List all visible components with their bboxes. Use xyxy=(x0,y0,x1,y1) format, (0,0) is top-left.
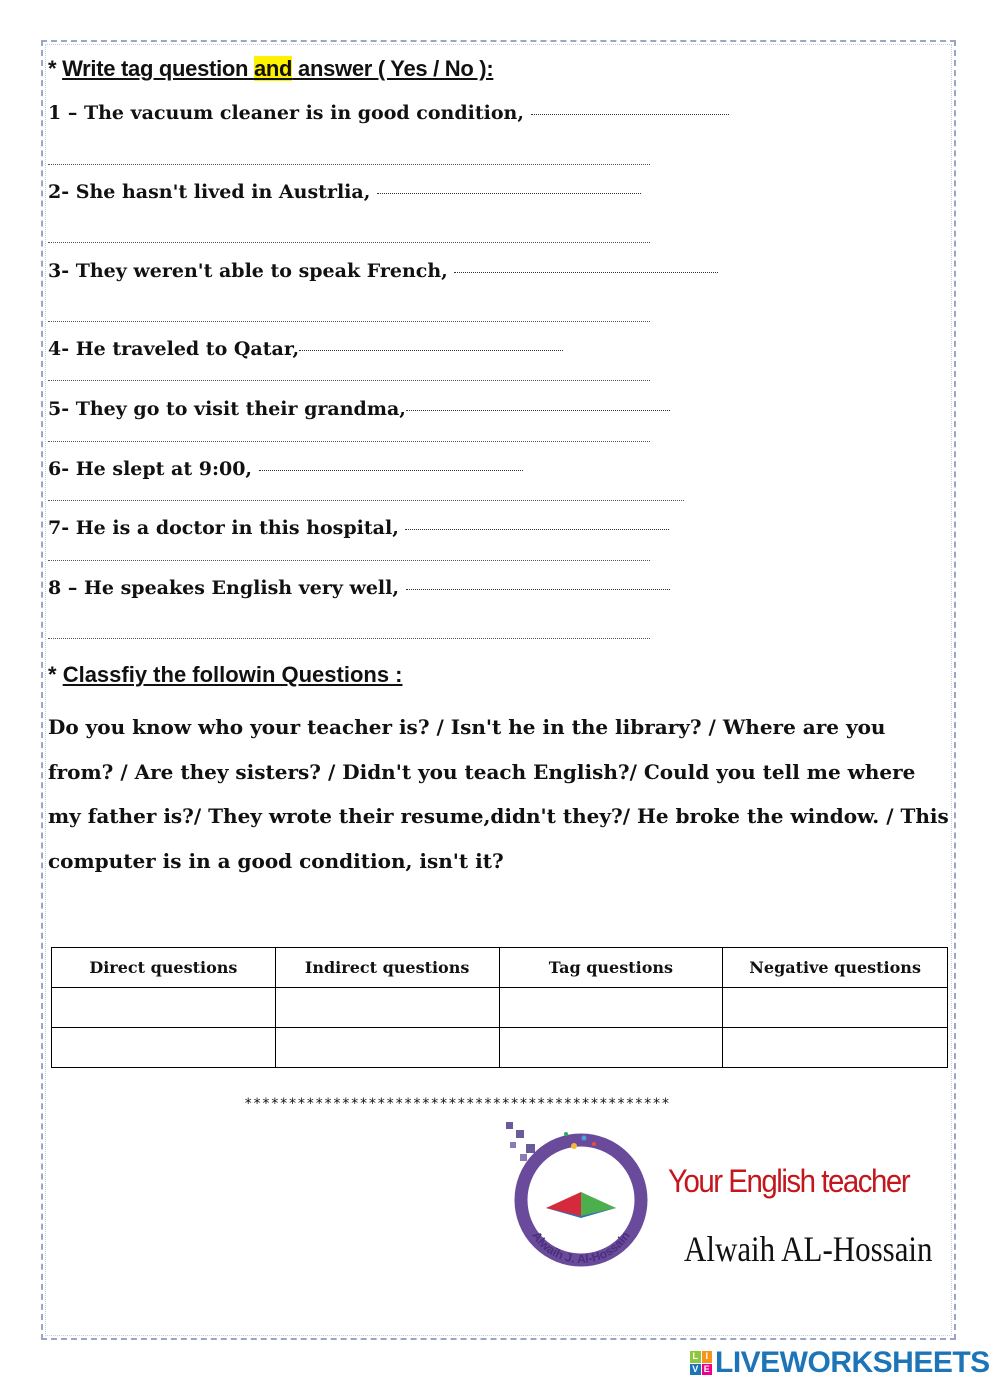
tag-answer-blank[interactable] xyxy=(531,113,729,115)
sparkle-icon xyxy=(564,1132,568,1136)
question-8 xyxy=(48,577,670,599)
liveworksheets-logo-icon xyxy=(690,1351,712,1375)
question-text: 3- They weren't able to speak French, xyxy=(48,260,448,282)
logo-pixel xyxy=(516,1130,524,1138)
question-6 xyxy=(48,458,523,480)
question-text: 6- He slept at 9:00, xyxy=(48,458,253,480)
heading-text: Classfiy the followin Questions : xyxy=(62,662,403,687)
answer-cell[interactable] xyxy=(52,988,276,1028)
question-7 xyxy=(48,517,669,539)
answer-cell[interactable] xyxy=(275,988,499,1028)
question-text: 8 – He speakes English very well, xyxy=(48,577,399,599)
tag-answer-blank[interactable] xyxy=(377,192,641,194)
logo-pixel xyxy=(510,1142,516,1148)
heading-highlight: and xyxy=(253,56,293,81)
logo-letter: I xyxy=(702,1351,713,1363)
question-3 xyxy=(48,260,718,282)
heading-part-1: Write tag question xyxy=(62,56,254,81)
question-text: 1 – The vacuum cleaner is in good condition, xyxy=(48,102,524,124)
logo-letter: L xyxy=(690,1351,701,1363)
header-direct: Direct questions xyxy=(52,948,276,988)
table-row xyxy=(52,1028,948,1068)
tag-answer-blank[interactable] xyxy=(406,588,670,590)
teacher-name: Alwaih AL-Hossain xyxy=(684,1229,933,1269)
header-indirect: Indirect questions xyxy=(275,948,499,988)
header-negative: Negative questions xyxy=(723,948,948,988)
question-4 xyxy=(48,338,563,360)
header-tag: Tag questions xyxy=(499,948,723,988)
answer-cell[interactable] xyxy=(499,1028,723,1068)
answer-line[interactable] xyxy=(48,380,650,381)
logo-pixel xyxy=(506,1122,513,1129)
tag-question-heading xyxy=(48,56,493,82)
answer-line[interactable] xyxy=(48,242,650,243)
teacher-logo xyxy=(506,1120,656,1270)
question-text: 7- He is a doctor in this hospital, xyxy=(48,517,399,539)
answer-line[interactable] xyxy=(48,321,650,322)
teacher-title: Your English teacher xyxy=(668,1163,910,1199)
heading-part-2: answer ( Yes / No ): xyxy=(292,56,494,81)
tag-answer-blank[interactable] xyxy=(406,409,670,411)
page-border-inner xyxy=(45,44,952,1336)
classification-table xyxy=(51,947,948,1068)
sparkle-icon xyxy=(571,1143,577,1149)
logo-arc-label: Alwaih J. Al-Hossain xyxy=(529,1228,633,1267)
answer-line[interactable] xyxy=(48,441,650,442)
heading-star: * xyxy=(48,662,63,687)
tag-answer-blank[interactable] xyxy=(454,271,718,273)
logo-letter: E xyxy=(702,1364,713,1376)
logo-pixel xyxy=(526,1144,535,1153)
star-divider: ************************************************ xyxy=(244,1096,671,1112)
heading-star: * xyxy=(48,56,63,81)
tag-answer-blank[interactable] xyxy=(299,349,563,351)
question-text: 2- She hasn't lived in Austrlia, xyxy=(48,181,371,203)
answer-cell[interactable] xyxy=(52,1028,276,1068)
tag-answer-blank[interactable] xyxy=(259,469,523,471)
table-header-row xyxy=(52,948,948,988)
question-5 xyxy=(48,398,670,420)
answer-cell[interactable] xyxy=(723,988,948,1028)
sparkle-icon xyxy=(582,1136,587,1141)
question-text: 5- They go to visit their grandma, xyxy=(48,398,406,420)
questions-paragraph: Do you know who your teacher is? / Isn't he in the library? / Where are you from? / Are they sisters? / Didn't you teach English?/ Could you tell me where my father is?/ They wrote their resume,didn't they?/ He broke the window. / This computer is in a good condition, isn't it? xyxy=(48,715,949,873)
answer-cell[interactable] xyxy=(275,1028,499,1068)
answer-line[interactable] xyxy=(48,164,650,165)
liveworksheets-wordmark: LIVEWORKSHEETS xyxy=(715,1346,990,1379)
answer-line[interactable] xyxy=(48,500,684,501)
logo-pixel xyxy=(520,1154,527,1161)
tag-answer-blank[interactable] xyxy=(405,528,669,530)
answer-cell[interactable] xyxy=(499,988,723,1028)
liveworksheets-brand[interactable] xyxy=(690,1347,990,1379)
question-1 xyxy=(48,102,729,124)
question-text: 4- He traveled to Qatar, xyxy=(48,338,300,360)
question-2 xyxy=(48,181,641,203)
answer-line[interactable] xyxy=(48,638,650,639)
logo-letter: V xyxy=(690,1364,701,1376)
classify-heading xyxy=(48,662,403,688)
answer-cell[interactable] xyxy=(723,1028,948,1068)
sparkle-icon xyxy=(592,1142,596,1146)
table-row xyxy=(52,988,948,1028)
answer-line[interactable] xyxy=(48,560,650,561)
